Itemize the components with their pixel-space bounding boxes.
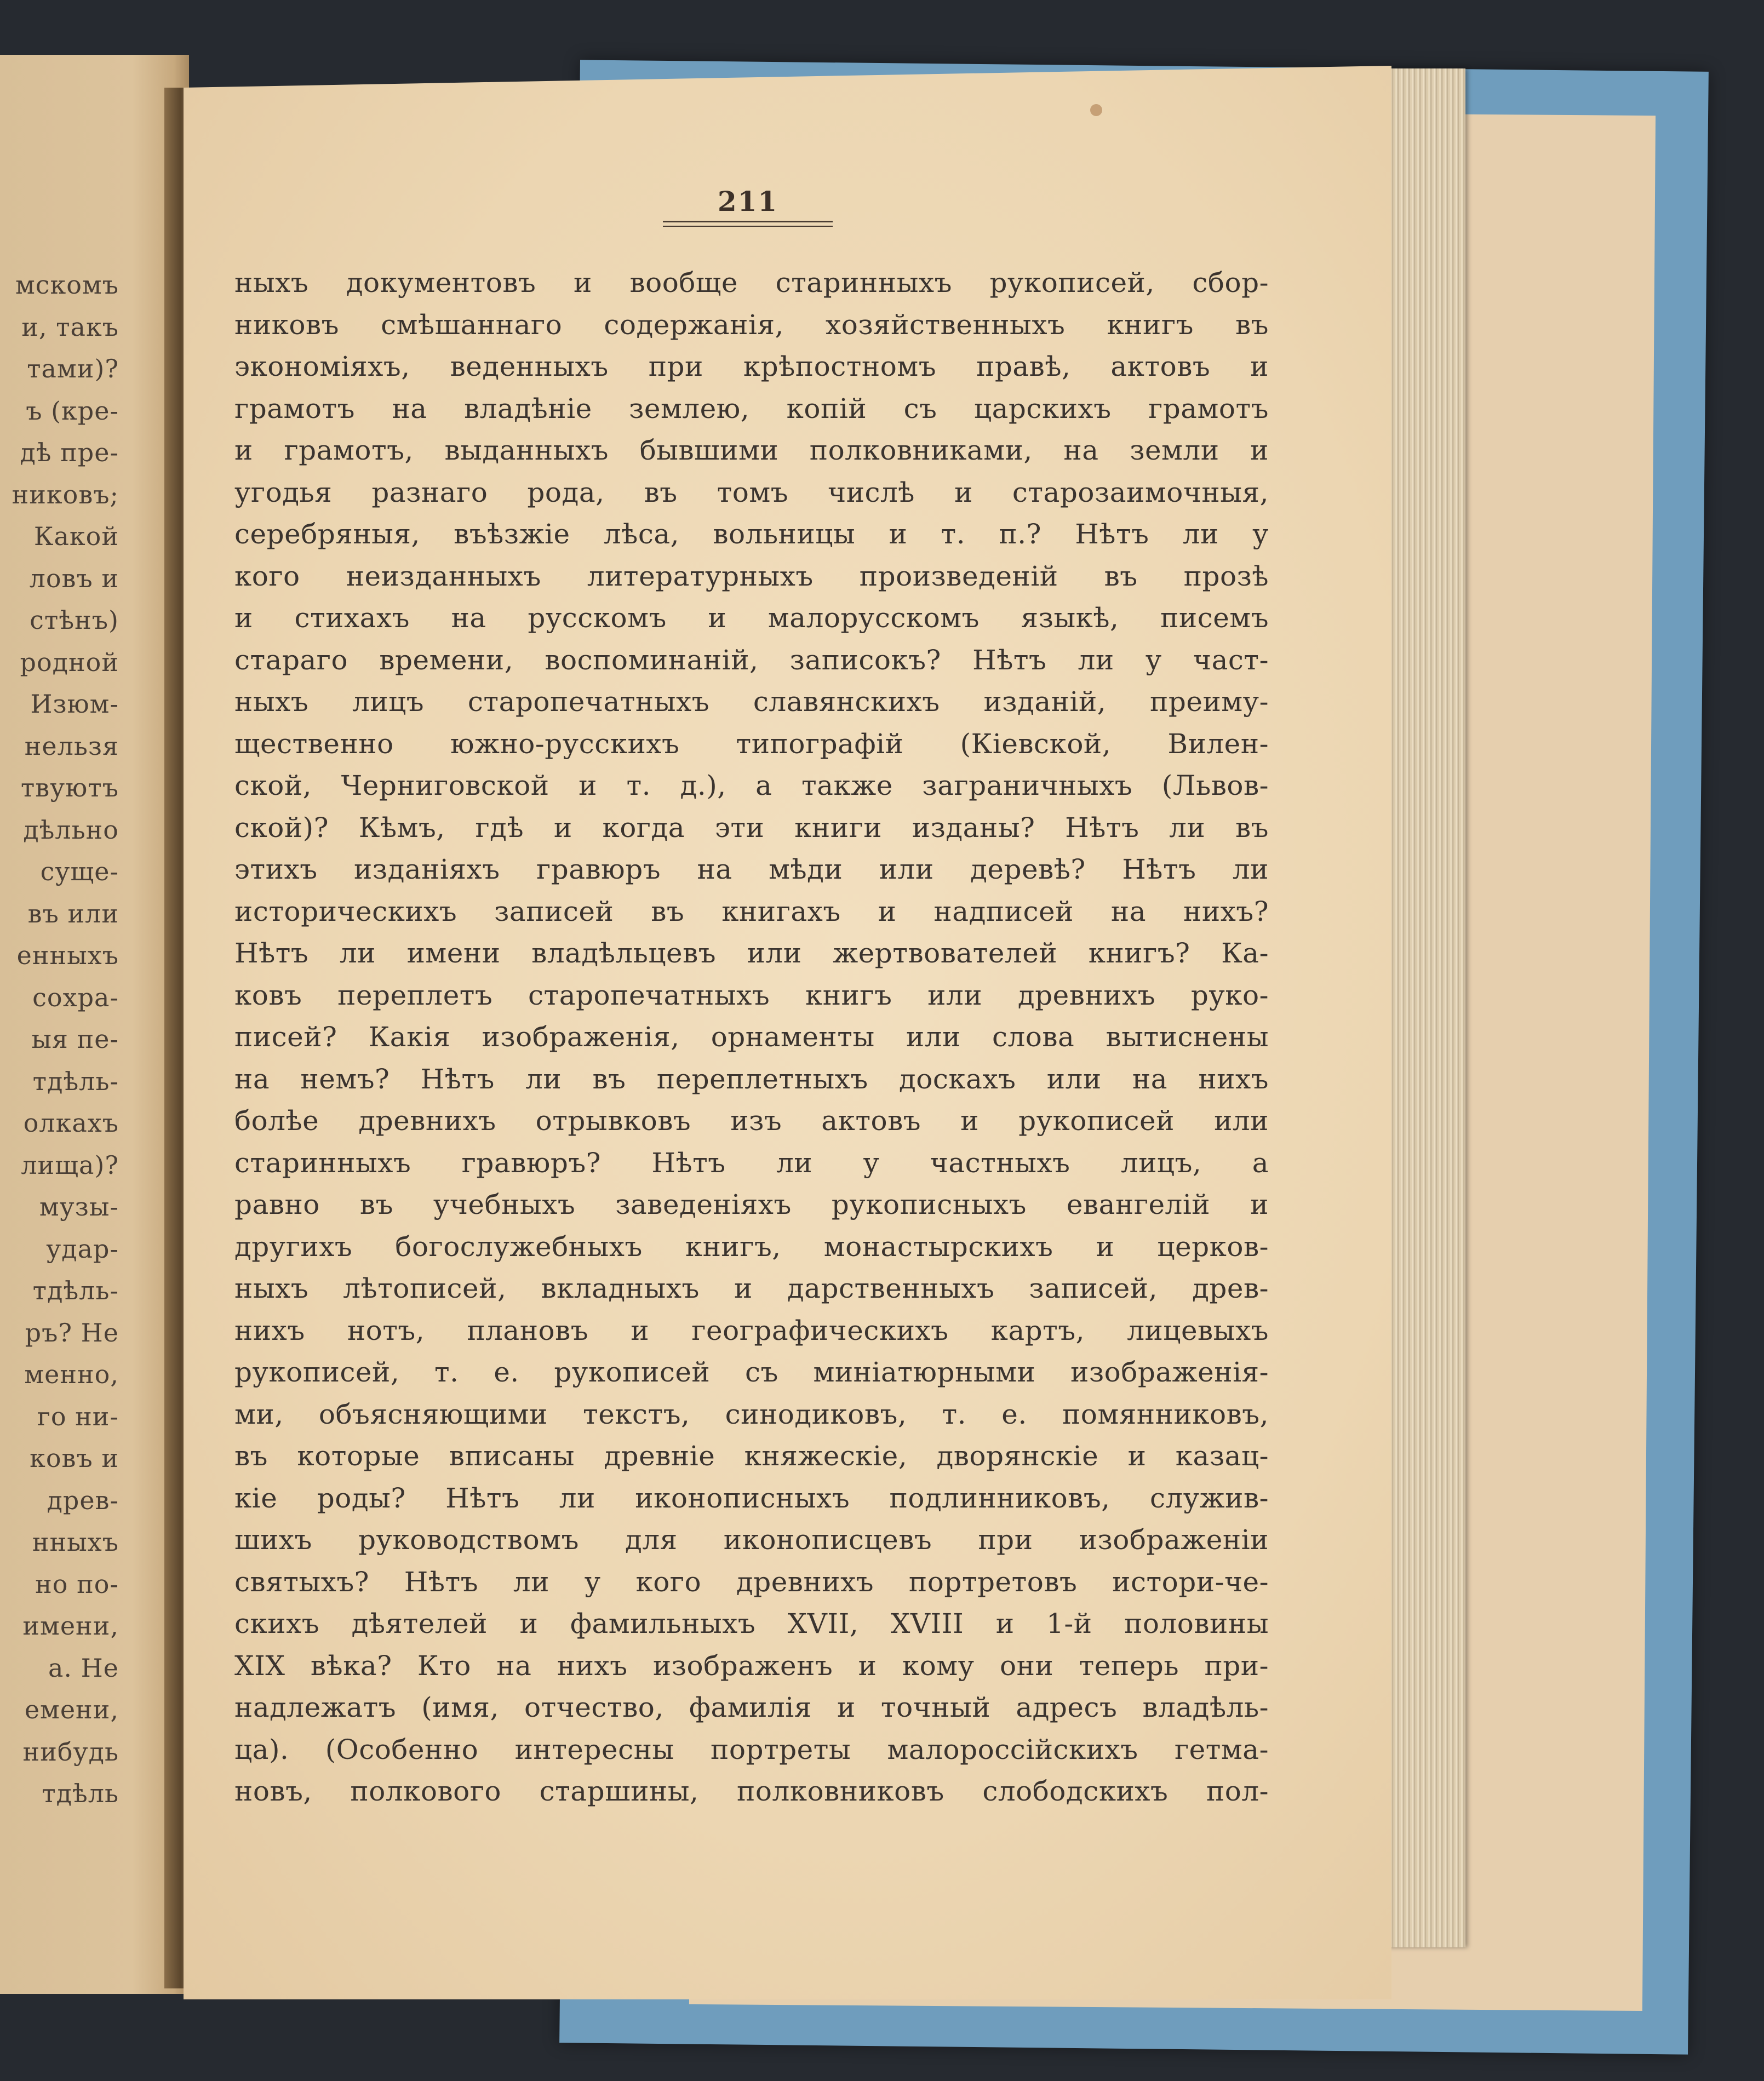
text-line: ныхъ документовъ и вообще старинныхъ рукописей, сбор- [234, 267, 1269, 299]
text-line: стараго времени, воспоминаній, записокъ? Нѣтъ ли у част- [234, 644, 1269, 676]
left-text-line: нныхъ [32, 1527, 119, 1557]
text-line: ской)? Кѣмъ, гдѣ и когда эти книги изданы? Нѣтъ ли въ [234, 811, 1269, 844]
left-text-line: ръ? Не [25, 1317, 119, 1348]
left-text-line: а. Не [48, 1653, 119, 1683]
text-line: болѣе древнихъ отрывковъ изъ актовъ и рукописей или [234, 1105, 1269, 1137]
text-line: святыхъ? Нѣтъ ли у кого древнихъ портретовъ истори-че- [234, 1566, 1269, 1598]
text-line: кого неизданныхъ литературныхъ произведеній въ прозѣ [234, 560, 1269, 592]
left-text-line: тдѣль- [32, 1276, 119, 1305]
left-text-line: менно, [24, 1360, 119, 1389]
left-text-line: Изюм- [30, 689, 119, 719]
left-text-line: нибудь [22, 1736, 119, 1767]
text-line: равно въ учебныхъ заведеніяхъ рукописныхъ евангелій и [234, 1189, 1269, 1220]
text-line: угодья разнаго рода, въ томъ числѣ и старозаимочныя, [234, 476, 1269, 508]
text-line: нихъ нотъ, плановъ и географическихъ картъ, лицевыхъ [234, 1314, 1269, 1346]
left-text-line: тдѣль- [32, 1066, 119, 1096]
page-number: 211 [717, 185, 778, 217]
left-page-text [12, 264, 119, 1815]
text-line: писей? Какія изображенія, орнаменты или слова вытиснены [234, 1021, 1269, 1053]
text-line: ца). (Особенно интересны портреты малороссійскихъ гетма- [234, 1733, 1269, 1765]
left-text-line: родной [20, 647, 119, 677]
left-text-line: никовъ; [12, 479, 119, 509]
left-text-line: го ни- [37, 1401, 119, 1431]
text-line: Нѣтъ ли имени владѣльцевъ или жертвователей книгъ? Ка- [234, 937, 1269, 969]
left-text-line: дѣ пре- [20, 438, 119, 467]
left-text-line: ковъ и [30, 1443, 119, 1473]
left-text-line: олкахъ [23, 1108, 119, 1138]
left-page [0, 55, 189, 1994]
body-text [234, 262, 1269, 1813]
left-text-line: емени, [24, 1695, 119, 1724]
left-text-line: тдѣль [42, 1779, 119, 1808]
text-line: въ которые вписаны древніе княжескіе, дворянскіе и казац- [234, 1440, 1269, 1472]
left-text-line: но по- [35, 1569, 119, 1599]
text-line: кіе роды? Нѣтъ ли иконописныхъ подлинниковъ, служив- [234, 1482, 1269, 1514]
left-text-line: сохра- [32, 982, 119, 1012]
text-line: щественно южно-русскихъ типографій (Кіевской, Вилен- [234, 727, 1269, 760]
text-line: XIX вѣка? Кто на нихъ изображенъ и кому они теперь при- [234, 1649, 1269, 1682]
text-line: ской, Черниговской и т. д.), а также заграничныхъ (Львов- [234, 770, 1269, 801]
left-text-line: музы- [39, 1192, 119, 1222]
text-line: новъ, полкового старшины, полковниковъ слободскихъ пол- [234, 1775, 1269, 1807]
page-edges [1383, 68, 1465, 1947]
left-text-line: лища)? [21, 1150, 119, 1180]
left-text-line: енныхъ [16, 941, 119, 970]
text-line: старинныхъ гравюръ? Нѣтъ ли у частныхъ лицъ, а [234, 1146, 1269, 1179]
text-line: надлежатъ (имя, отчество, фамилія и точный адресъ владѣль- [234, 1692, 1269, 1723]
left-text-line: ъ (кре- [26, 395, 119, 426]
left-text-line: стѣнъ) [30, 605, 119, 635]
left-text-line: имени, [22, 1611, 119, 1641]
left-text-line: ловъ и [29, 563, 119, 593]
text-line: и грамотъ, выданныхъ бывшими полковниками, на земли и [234, 434, 1269, 466]
text-line: этихъ изданіяхъ гравюръ на мѣди или деревѣ? Нѣтъ ли [234, 853, 1269, 885]
text-line: никовъ смѣшаннаго содержанія, хозяйственныхъ книгъ въ [234, 308, 1269, 341]
left-text-line: тами)? [27, 354, 119, 383]
text-line: ныхъ лицъ старопечатныхъ славянскихъ изданій, преиму- [234, 686, 1269, 718]
page-number-rule-double [663, 226, 833, 227]
left-text-line: нельзя [24, 731, 119, 761]
text-line: шихъ руководствомъ для иконописцевъ при изображеніи [234, 1524, 1269, 1556]
left-text-line: ыя пе- [31, 1024, 119, 1054]
text-line: ныхъ лѣтописей, вкладныхъ и дарственныхъ записей, древ- [234, 1272, 1269, 1304]
text-line: грамотъ на владѣніе землею, копій съ царскихъ грамотъ [234, 392, 1269, 425]
page-number-rule [663, 221, 833, 222]
text-line: экономіяхъ, веденныхъ при крѣпостномъ правѣ, актовъ и [234, 351, 1269, 382]
text-line: на немъ? Нѣтъ ли въ переплетныхъ доскахъ или на нихъ [234, 1063, 1269, 1095]
text-line: и стихахъ на русскомъ и малорусскомъ языкѣ, писемъ [234, 602, 1269, 634]
left-text-line: дѣльно [23, 815, 119, 845]
left-text-line: въ или [27, 898, 119, 928]
left-text-line: мскомъ [15, 270, 119, 300]
left-text-line: суще- [40, 857, 119, 886]
text-line: скихъ дѣятелей и фамильныхъ XVII, XVIII и 1-й половины [234, 1608, 1269, 1639]
text-line: рукописей, т. е. рукописей съ миніатюрными изображенія- [234, 1356, 1269, 1388]
left-text-line: древ- [47, 1485, 119, 1515]
left-text-line: и, такъ [21, 312, 119, 342]
text-line: историческихъ записей въ книгахъ и надписей на нихъ? [234, 895, 1269, 927]
left-text-line: удар- [46, 1234, 119, 1264]
left-text-line: Какой [33, 521, 119, 551]
text-line: ковъ переплетъ старопечатныхъ книгъ или древнихъ руко- [234, 979, 1269, 1011]
text-line: ми, объясняющими текстъ, синодиковъ, т. е. помянниковъ, [234, 1398, 1269, 1430]
paper-stain [1090, 104, 1102, 116]
text-line: серебряныя, въѣзжіе лѣса, вольницы и т. п.? Нѣтъ ли у [234, 518, 1269, 550]
text-line: другихъ богослужебныхъ книгъ, монастырскихъ и церков- [234, 1230, 1269, 1263]
left-text-line: твуютъ [20, 773, 119, 802]
